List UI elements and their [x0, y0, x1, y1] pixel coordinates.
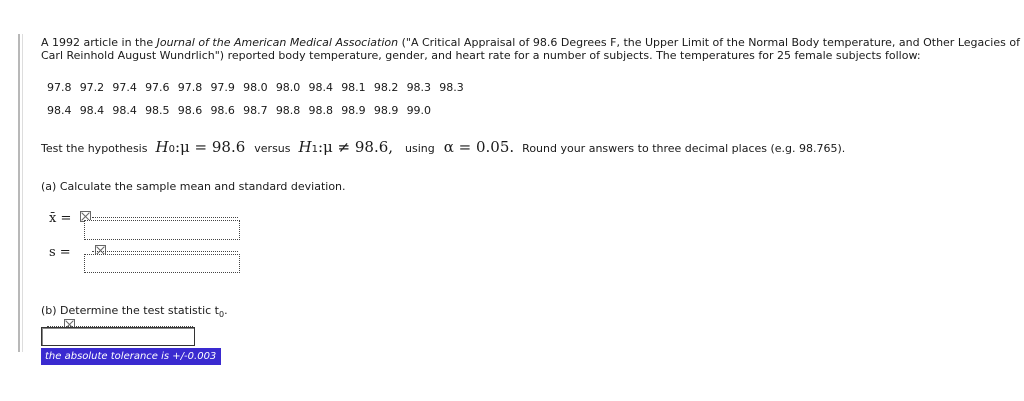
- temperature-value: 97.4: [112, 81, 137, 94]
- temperature-value: 99.0: [406, 104, 432, 117]
- temperature-value: 98.9: [373, 104, 399, 117]
- temperature-value: 97.2: [79, 81, 105, 94]
- h0-statement: :μ = 98.6: [174, 138, 246, 156]
- data-row-2: [47, 104, 439, 117]
- part-b-prompt: [41, 304, 228, 319]
- alpha-value: α = 0.05.: [443, 138, 515, 156]
- temperature-value: 98.8: [275, 104, 301, 117]
- xbar-dotted-guide: [92, 217, 238, 218]
- journal-name: Journal of the American Medical Association: [156, 36, 399, 49]
- rounding-instruction: Round your answers to three decimal places (e.g. 98.765).: [522, 142, 846, 155]
- h1-statement: :μ ≠ 98.6,: [317, 138, 394, 156]
- using-text: using: [405, 142, 435, 155]
- h1-symbol: H: [298, 138, 312, 156]
- problem-intro: [41, 36, 1020, 62]
- temperature-value: 98.3: [439, 81, 464, 94]
- tolerance-note: the absolute tolerance is +/-0.003: [41, 348, 221, 365]
- temperature-value: 98.4: [112, 104, 137, 117]
- temperature-value: 97.9: [210, 81, 235, 94]
- t0-input[interactable]: [41, 327, 195, 346]
- s-label: s =: [49, 245, 71, 260]
- part-b-text: (b) Determine the test statistic t: [41, 304, 219, 317]
- temperature-value: 98.1: [341, 81, 366, 94]
- intro-text-b: ("A Critical Appraisal of 98.6 Degrees F, the Upper Limit of the Normal Body temperature, and Other Legacies of: [398, 36, 1020, 49]
- temperature-value: 97.6: [145, 81, 170, 94]
- hypothesis-prefix: Test the hypothesis: [41, 142, 148, 155]
- hypothesis-line: [41, 138, 845, 156]
- intro-text-a: A 1992 article in the: [41, 36, 157, 49]
- temperature-value: 98.0: [275, 81, 301, 94]
- temperature-value: 98.6: [210, 104, 235, 117]
- temperature-value: 98.5: [145, 104, 170, 117]
- h1-subscript: 1: [311, 144, 318, 155]
- data-row-1: [47, 81, 472, 94]
- intro-line-1: [41, 36, 1020, 49]
- xbar-label: x̄ =: [49, 211, 72, 226]
- temperature-value: 98.4: [47, 104, 72, 117]
- intro-line-2: Carl Reinhold August Wundrlich") reported body temperature, gender, and heart rate for a number of subjects. The temperatures for 25 female subjects follow:: [41, 49, 921, 62]
- part-b-period: .: [224, 304, 228, 317]
- temperature-value: 97.8: [47, 81, 72, 94]
- s-dotted-guide: [92, 251, 238, 252]
- temperature-value: 98.8: [308, 104, 333, 117]
- temperature-value: 98.4: [79, 104, 105, 117]
- part-a-prompt: (a) Calculate the sample mean and standard deviation.: [41, 180, 346, 193]
- h0-subscript: 0: [168, 144, 175, 155]
- left-margin-bar-inner: [22, 34, 23, 352]
- temperature-value: 98.9: [341, 104, 366, 117]
- xbar-input[interactable]: [84, 220, 240, 240]
- temperature-value: 98.0: [243, 81, 268, 94]
- s-input[interactable]: [84, 254, 240, 273]
- t0-subscript: 0: [219, 310, 225, 320]
- temperature-value: 98.6: [177, 104, 203, 117]
- temperature-value: 98.4: [308, 81, 333, 94]
- temperature-value: 98.2: [373, 81, 399, 94]
- h0-symbol: H: [155, 138, 169, 156]
- temperature-value: 97.8: [177, 81, 203, 94]
- left-margin-bar: [18, 34, 20, 352]
- temperature-value: 98.7: [243, 104, 268, 117]
- temperature-value: 98.3: [406, 81, 432, 94]
- versus-text: versus: [254, 142, 291, 155]
